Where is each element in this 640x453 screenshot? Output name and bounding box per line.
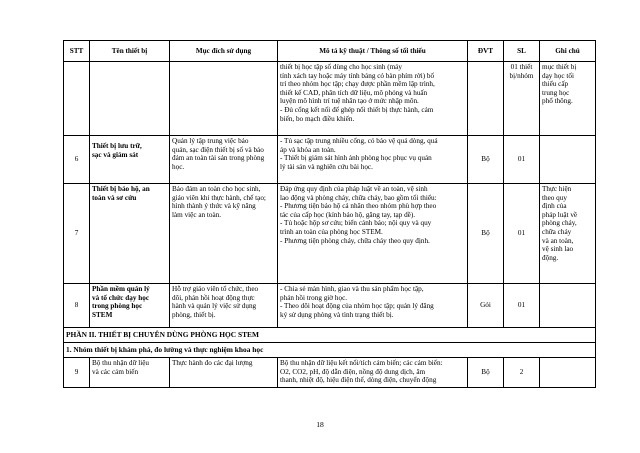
purpose-line: hình thành ý thức và kỹ năng xyxy=(172,202,256,211)
purpose-line: đảm an toàn tài sản trong phòng xyxy=(172,154,265,163)
cell-qty: 01 xyxy=(504,184,540,284)
spec-line: thiết bị học tập số dùng cho học sinh (máy xyxy=(280,63,402,71)
header-qty: SL xyxy=(504,41,540,62)
spec-line: lao động và phòng cháy, chữa cháy, bao gồm tối thiểu: xyxy=(280,193,437,202)
spec-line: - Tủ hoặc hộp sơ cứu; biển cảnh báo; nội quy và quy xyxy=(280,219,432,228)
note-line: chữa cháy xyxy=(542,227,572,236)
cell-name xyxy=(90,358,170,388)
note-line: định của xyxy=(542,202,567,211)
purpose-line: quản, sạc điện thiết bị số và bảo xyxy=(172,145,264,154)
name-line: và tổ chức dạy học xyxy=(92,293,150,302)
spec-line: luyện mô hình trí tuệ nhân tạo ở mức nhập môn. xyxy=(280,97,419,106)
cell-unit: Bộ xyxy=(468,358,504,388)
cell-qty: 01 xyxy=(504,284,540,328)
note-line: động. xyxy=(542,253,559,262)
cell-spec xyxy=(278,284,468,328)
spec-line: ký sử dụng phòng và tình trạng thiết bị. xyxy=(280,310,394,319)
name-line: STEM xyxy=(92,310,113,319)
cell-stt: 6 xyxy=(64,136,90,184)
cell-name xyxy=(90,184,170,284)
note-line: trung học xyxy=(542,88,570,97)
table-row-continuation xyxy=(64,62,596,136)
purpose-line: làm việc an toàn. xyxy=(172,210,222,219)
qty-line: 01 thiết xyxy=(510,63,533,71)
spec-line: trình an toàn của phòng học STEM. xyxy=(280,227,383,236)
header-unit: ĐVT xyxy=(468,41,504,62)
header-stt: STT xyxy=(64,41,90,62)
header-note: Ghi chú xyxy=(540,41,596,62)
page-number: 18 xyxy=(316,420,324,429)
note-line: phổ thông. xyxy=(542,97,573,106)
purpose-line: học. xyxy=(172,162,185,171)
cell-note xyxy=(540,358,596,388)
cell-stt: 7 xyxy=(64,184,90,284)
spec-line: thanh, nhiệt độ, hiệu điện thế, dòng điện, chuyển động xyxy=(280,376,437,385)
name-line: Phần mềm quản lý xyxy=(92,285,150,293)
purpose-line: Bảo đảm an toàn cho học sinh, xyxy=(172,185,261,193)
spec-line: - Phương tiện bảo hộ cá nhân theo nhóm phù hợp theo xyxy=(280,202,437,211)
header-name: Tên thiết bị xyxy=(90,41,170,62)
name-line: và các cảm biến xyxy=(92,367,139,376)
name-line: toàn và sơ cứu xyxy=(92,193,137,202)
section-row xyxy=(64,328,596,343)
table-row xyxy=(64,184,596,284)
cell-name xyxy=(90,136,170,184)
spec-line: - Chia sẻ màn hình, giao và thu sản phẩm học tập, xyxy=(280,285,424,293)
cell-purpose xyxy=(170,284,278,328)
cell-qty xyxy=(504,62,540,136)
cell-name xyxy=(90,284,170,328)
section-title: PHẦN II. THIẾT BỊ CHUYÊN DÙNG PHÒNG HỌC STEM xyxy=(64,328,596,343)
spec-line: - Tủ sạc tập trung nhiều cổng, có bảo vệ quá dòng, quá xyxy=(280,137,438,145)
name-line: Thiết bị bảo hộ, an xyxy=(92,185,150,193)
purpose-line: Thực hành đo các đại lượng xyxy=(172,359,253,367)
table-row xyxy=(64,284,596,328)
cell-unit: Bộ xyxy=(468,136,504,184)
qty-line: bị/nhóm xyxy=(509,71,534,80)
note-line: pháp luật về xyxy=(542,210,578,219)
cell-qty: 2 xyxy=(504,358,540,388)
cell-unit xyxy=(468,62,504,136)
spec-line: - Phương tiện phòng cháy, chữa cháy theo quy định. xyxy=(280,236,430,245)
cell-stt: 9 xyxy=(64,358,90,388)
cell-spec xyxy=(278,358,468,388)
cell-spec xyxy=(278,62,468,136)
note-line: phòng cháy, xyxy=(542,219,577,228)
spec-line: - Đủ cổng kết nối để ghép nối thiết bị thực hành, cảm xyxy=(280,105,434,114)
name-line: trong phòng học xyxy=(92,302,143,311)
table-row xyxy=(64,136,596,184)
spec-line: - Thiết bị giám sát hình ảnh phòng học phục vụ quản xyxy=(280,154,432,163)
name-line: sạc và giám sát xyxy=(92,150,139,159)
equipment-table xyxy=(63,40,596,388)
cell-purpose xyxy=(170,62,278,136)
note-line: Thực hiện xyxy=(542,185,572,193)
cell-spec xyxy=(278,184,468,284)
spec-line: phản hồi trong giờ học. xyxy=(280,293,348,302)
note-line: và an toàn, xyxy=(542,236,574,245)
spec-line: lý tài sản và nghiên cứu bài học. xyxy=(280,162,373,171)
purpose-line: phòng, thiết bị. xyxy=(172,310,216,319)
cell-stt xyxy=(64,62,90,136)
group-row xyxy=(64,343,596,358)
spec-line: thiết kế CAD, phân tích dữ liệu, mô phỏng và huấn xyxy=(280,88,428,97)
name-line: Thiết bị lưu trữ, xyxy=(92,142,142,150)
purpose-line: dõi, phản hồi hoạt động thực xyxy=(172,293,255,302)
note-line: thiểu cấp xyxy=(542,80,569,89)
cell-purpose xyxy=(170,358,278,388)
cell-purpose xyxy=(170,184,278,284)
cell-note xyxy=(540,184,596,284)
note-line: mục thiết bị xyxy=(542,63,577,71)
purpose-line: giáo viên khi thực hành, chế tạo; xyxy=(172,193,266,202)
table-row xyxy=(64,358,596,388)
spec-line: tính xách tay hoặc máy tính bảng có bàn phím rời) bố xyxy=(280,71,435,80)
purpose-line: Quản lý tập trung việc bảo xyxy=(172,137,249,145)
spec-line: Bộ thu nhận dữ liệu kết nối/tích cảm biến; các cảm biến: xyxy=(280,359,443,367)
header-spec: Mô tả kỹ thuật / Thông số tối thiểu xyxy=(278,41,468,62)
spec-line: tác của cấp học (kính bảo hộ, găng tay, tạp dề). xyxy=(280,210,416,219)
name-line: Bộ thu nhận dữ liệu xyxy=(92,359,149,367)
cell-spec xyxy=(278,136,468,184)
group-title: 1. Nhóm thiết bị khám phá, đo lường và thực nghiệm khoa học xyxy=(64,343,596,358)
cell-stt: 8 xyxy=(64,284,90,328)
note-line: dạy học tối xyxy=(542,71,574,80)
note-line: theo quy xyxy=(542,193,567,202)
purpose-line: Hỗ trợ giáo viên tổ chức, theo xyxy=(172,285,259,293)
cell-name xyxy=(90,62,170,136)
spec-line: O2, CO2, pH, độ dẫn điện, nồng độ dung dịch, âm xyxy=(280,367,426,376)
spec-line: - Theo dõi hoạt động của nhóm học tập; quản lý đăng xyxy=(280,302,434,311)
spec-line: trí theo nhóm học tập; chạy được phần mềm lập trình, xyxy=(280,80,435,89)
cell-qty: 01 xyxy=(504,136,540,184)
spec-line: Đáp ứng quy định của pháp luật về an toàn, vệ sinh xyxy=(280,185,428,193)
table-header-row xyxy=(64,41,596,62)
note-line: vệ sinh lao xyxy=(542,245,574,254)
spec-line: áp và khóa an toàn. xyxy=(280,145,336,154)
purpose-line: hành và quản lý việc sử dụng xyxy=(172,302,257,311)
cell-purpose xyxy=(170,136,278,184)
cell-note xyxy=(540,136,596,184)
header-purpose: Mục đích sử dụng xyxy=(170,41,278,62)
spec-line: biến, bo mạch điều khiển. xyxy=(280,114,355,123)
cell-unit: Gói xyxy=(468,284,504,328)
cell-unit: Bộ xyxy=(468,184,504,284)
cell-note xyxy=(540,284,596,328)
cell-note xyxy=(540,62,596,136)
